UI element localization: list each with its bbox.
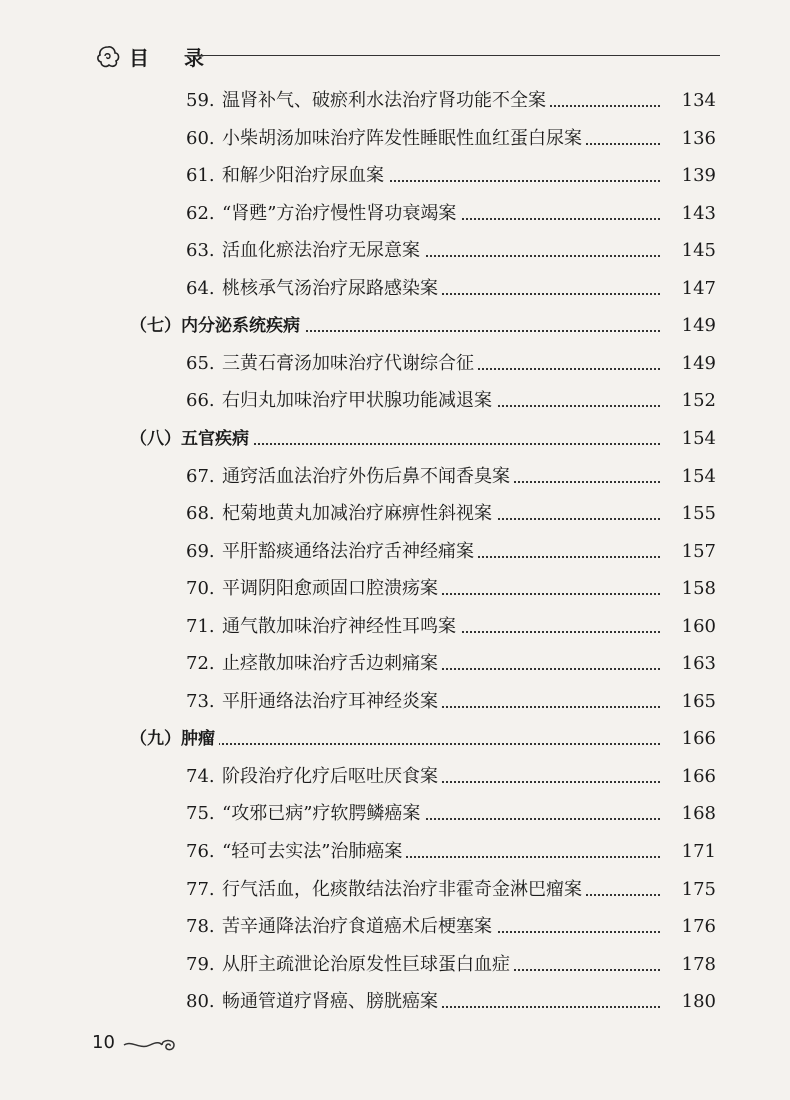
entry-number: 65. (186, 352, 215, 374)
entry-page-number: 166 (660, 724, 716, 754)
entry-page-number: 166 (660, 762, 716, 792)
entry-title: 和解少阳治疗尿血案 (222, 161, 388, 191)
entry-number: 67. (186, 465, 215, 487)
entry-number: 76. (186, 841, 215, 862)
toc-entry (0, 161, 790, 191)
entry-title: 右归丸加味治疗甲状腺功能减退案 (222, 386, 496, 416)
entry-page-number: 149 (660, 349, 716, 379)
toc-entry (0, 612, 790, 642)
entry-page-number: 139 (660, 161, 716, 191)
entry-number: 77. (186, 878, 215, 900)
entry-number: 72. (186, 653, 215, 675)
entry-title: 平调阴阳愈顽固口腔溃疡案 (222, 574, 442, 604)
page-footer (92, 1032, 115, 1062)
entry-page-number: 149 (660, 311, 716, 341)
entry-title: 平肝通络法治疗耳神经炎案 (222, 687, 442, 717)
entry-page-number: 165 (660, 687, 716, 717)
toc-entry (0, 349, 790, 379)
page-title: 目 录 (129, 46, 218, 70)
toc-entry (0, 950, 790, 980)
toc-entry (0, 762, 790, 792)
toc-entry (0, 124, 790, 154)
entry-title: 三黄石膏汤加味治疗代谢综合征 (222, 349, 478, 379)
entry-number: 68. (186, 503, 215, 525)
toc-entry (0, 199, 790, 229)
entry-number: 61. (186, 165, 215, 187)
header-rule (193, 55, 720, 56)
entry-title: 杞菊地黄丸加减治疗麻痹性斜视案 (222, 499, 496, 529)
entry-title: 止痉散加味治疗舌边刺痛案 (222, 649, 442, 679)
entry-title: “攻邪已病”疗软腭鳞癌案 (222, 799, 424, 829)
page-number: 10 (92, 1032, 115, 1053)
toc-section-heading (0, 724, 790, 754)
toc-entry (0, 687, 790, 717)
entry-page-number: 152 (660, 386, 716, 416)
toc-entry (0, 987, 790, 1017)
entry-number: 62. (186, 202, 215, 224)
toc-entry (0, 499, 790, 529)
entry-title: 活血化瘀法治疗无尿意案 (222, 236, 424, 266)
entry-number: 59. (186, 90, 215, 111)
entry-title: 桃核承气汤治疗尿路感染案 (222, 274, 442, 304)
entry-title: “轻可去实法”治肺癌案 (222, 837, 406, 867)
entry-number: 79. (186, 953, 215, 975)
entry-page-number: 147 (660, 274, 716, 304)
toc-entry (0, 386, 790, 416)
section-title: （八）五官疾病 (130, 424, 253, 454)
entry-number: 60. (186, 127, 215, 149)
entry-page-number: 180 (660, 987, 716, 1017)
section-title: （九）肿瘤 (130, 724, 219, 754)
entry-number: 74. (186, 765, 215, 787)
entry-number: 70. (186, 578, 215, 600)
entry-number: 71. (186, 615, 215, 637)
entry-number: 63. (186, 240, 215, 262)
entry-page-number: 145 (660, 236, 716, 266)
entry-title: 平肝豁痰通络法治疗舌神经痛案 (222, 537, 478, 567)
toc-entry (0, 875, 790, 905)
toc-entry (0, 912, 790, 942)
scroll-ornament-icon (122, 1036, 178, 1054)
entry-number: 69. (186, 540, 215, 562)
entry-title: 小柴胡汤加味治疗阵发性睡眠性血红蛋白尿案 (222, 124, 586, 154)
entry-title: “肾甦”方治疗慢性肾功衰竭案 (222, 199, 460, 229)
cloud-ornament-icon (95, 44, 121, 70)
entry-number: 80. (186, 991, 215, 1013)
entry-page-number: 160 (660, 612, 716, 642)
section-title: （七）内分泌系统疾病 (130, 311, 304, 341)
entry-title: 畅通管道疗肾癌、膀胱癌案 (222, 987, 442, 1017)
entry-number: 75. (186, 803, 215, 825)
entry-page-number: 163 (660, 649, 716, 679)
toc-entry (0, 837, 790, 867)
entry-title: 苦辛通降法治疗食道癌术后梗塞案 (222, 912, 496, 942)
toc-entry (0, 86, 790, 116)
entry-page-number: 154 (660, 424, 716, 454)
toc-entry (0, 236, 790, 266)
entry-title: 温肾补气、破瘀利水法治疗肾功能不全案 (222, 86, 550, 116)
entry-page-number: 136 (660, 124, 716, 154)
entry-title: 从肝主疏泄论治原发性巨球蛋白血症 (222, 950, 514, 980)
page-header (95, 40, 720, 80)
toc-entry (0, 462, 790, 492)
entry-number: 66. (186, 390, 215, 412)
entry-page-number: 176 (660, 912, 716, 942)
entry-title: 行气活血，化痰散结法治疗非霍奇金淋巴瘤案 (222, 875, 586, 905)
toc-section-heading (0, 424, 790, 454)
entry-title: 通窍活血法治疗外伤后鼻不闻香臭案 (222, 462, 514, 492)
toc-section-heading (0, 311, 790, 341)
entry-page-number: 175 (660, 875, 716, 905)
entry-page-number: 158 (660, 574, 716, 604)
entry-page-number: 143 (660, 199, 716, 229)
entry-number: 78. (186, 916, 215, 938)
entry-title: 阶段治疗化疗后呕吐厌食案 (222, 762, 442, 792)
entry-number: 73. (186, 690, 215, 712)
entry-number: 64. (186, 277, 215, 299)
entry-page-number: 178 (660, 950, 716, 980)
entry-page-number: 171 (660, 837, 716, 867)
toc-entry (0, 799, 790, 829)
toc-entry (0, 649, 790, 679)
entry-page-number: 168 (660, 799, 716, 829)
entry-page-number: 155 (660, 499, 716, 529)
entry-page-number: 157 (660, 537, 716, 567)
entry-title: 通气散加味治疗神经性耳鸣案 (222, 612, 460, 642)
entry-page-number: 134 (660, 86, 716, 116)
toc-entry (0, 274, 790, 304)
entry-page-number: 154 (660, 462, 716, 492)
toc-entry (0, 574, 790, 604)
toc-entry (0, 537, 790, 567)
